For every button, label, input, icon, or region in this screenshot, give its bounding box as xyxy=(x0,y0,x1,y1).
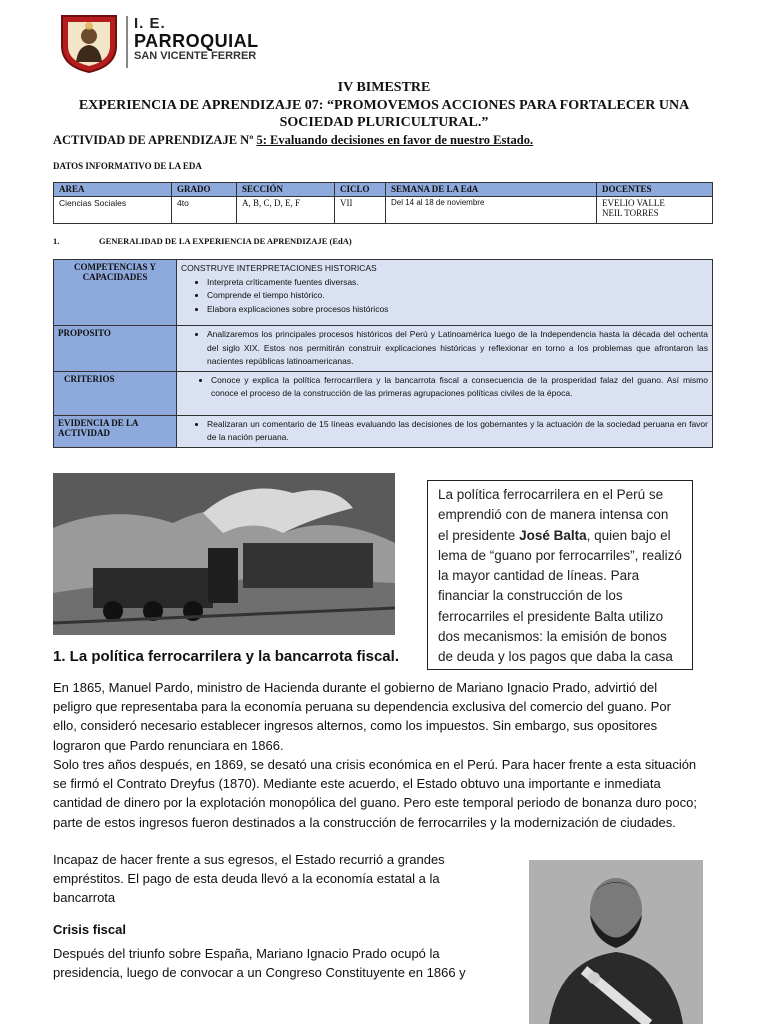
cell-grado: 4to xyxy=(172,197,237,224)
header-semana: SEMANA DE LA EdA xyxy=(386,183,597,197)
criterios-label: CRITERIOS xyxy=(54,371,177,415)
logo-line-2: PARROQUIAL xyxy=(134,31,259,51)
section-1-number: 1. xyxy=(53,236,60,246)
capacidad-item: • Elabora explicaciones sobre procesos históricos xyxy=(207,303,708,317)
competencias-label: COMPETENCIAS Y CAPACIDADES xyxy=(54,260,177,326)
balta-text-part-2: , quien bajo el lema de “guano por ferrocarriles”, realizó la mayor cantidad de líneas. Para financiar la construcción de los ferrocarriles el presidente Balta utilizo dos mecanismos: la emisión de bonos de deuda y los pagos que daba la casa xyxy=(438,527,682,665)
logo-line-3: SAN VICENTE FERRER xyxy=(134,50,257,62)
competencias-row xyxy=(54,260,713,326)
competencias-value xyxy=(177,260,713,326)
crisis-heading: Crisis fiscal xyxy=(53,922,126,937)
cell-seccion: A, B, C, D, E, F xyxy=(237,197,335,224)
proposito-label: PROPOSITO xyxy=(54,326,177,372)
experiencia-title-line-1: EXPERIENCIA DE APRENDIZAJE 07: “PROMOVEMOS ACCIONES PARA FORTALECER UNA xyxy=(78,98,690,113)
proposito-text: • Analizaremos los principales procesos históricos del Perú y Latinoamérica luego de la Independencia hasta la década del ochenta del siglo XIX. Estos nos permitirán construir explicaciones históricas y reflexionar en torno a los problemas que afrontaron las nacientes repúblicas latinoamericanas. xyxy=(207,328,708,369)
cell-semana: Del 14 al 18 de noviembre xyxy=(386,197,597,224)
competencia-title: CONSTRUYE INTERPRETACIONES HISTORICAS xyxy=(181,263,377,273)
capacidades-list xyxy=(181,276,708,317)
eda-table xyxy=(53,259,713,448)
criterios-text: • Conoce y explica la política ferrocarrilera y la bancarrota fiscal a consecuencia de la prosperidad falaz del guano. Así mismo conoce el proceso de la construcción de las primeras agrupaciones políticas civiles de la época. xyxy=(211,374,708,401)
paragraph-3: Incapaz de hacer frente a sus egresos, el Estado recurrió a grandes empréstitos. El pago de esta deuda llevó a la economía estatal a la bancarrota xyxy=(53,852,445,906)
capacidad-item: • Interpreta críticamente fuentes diversas. xyxy=(207,276,708,290)
activity-name: 5: Evaluando decisiones en favor de nuestro Estado. xyxy=(256,133,534,147)
cell-ciclo: VII xyxy=(335,197,386,224)
header-seccion: SECCIÓN xyxy=(237,183,335,197)
info-table xyxy=(53,182,713,224)
balta-name: José Balta xyxy=(519,527,587,543)
proposito-row xyxy=(54,326,713,372)
evidencia-row xyxy=(54,415,713,447)
info-table-row xyxy=(54,197,713,224)
paragraph-2: Solo tres años después, en 1869, se desató una crisis económica en el Perú. Para hacer frente a esta situación se firmó el Contrato Dreyfus (1870). Mediante este acuerdo, el Estado obtuvo una importante e inmediata cantidad de dinero por la explotación monopólica del guano. Pero este temporal periodo de bonanza duro poco; parte de estos ingresos fueron destinados a la construcción de ferrocarriles y la modernización de ciudades. xyxy=(53,757,697,830)
evidencia-value xyxy=(177,415,713,447)
balta-text-box xyxy=(427,480,693,670)
criterios-value xyxy=(177,371,713,415)
evidencia-text: • Realizaran un comentario de 15 líneas evaluando las decisiones de los gobernantes y la actuación de la sociedad peruana en favor de la nación peruana. xyxy=(207,418,708,445)
header-docentes: DOCENTES xyxy=(597,183,713,197)
proposito-value xyxy=(177,326,713,372)
logo-line-1: I. E. xyxy=(134,15,166,32)
paragraph-4: Después del triunfo sobre España, Mariano Ignacio Prado ocupó la presidencia, luego de convocar a un Congreso Constituyente en 1866 y xyxy=(53,946,466,981)
docente-1: EVELIO VALLE xyxy=(602,198,665,208)
cell-docentes xyxy=(597,197,713,224)
school-crest-logo xyxy=(58,12,120,74)
docente-2: NEIL TORRES xyxy=(602,208,659,218)
header-grado: GRADO xyxy=(172,183,237,197)
balta-text-part-1: La política ferrocarrilera en el Perú se emprendió con de manera intensa con el presidente xyxy=(438,487,669,543)
bimestre-title: IV BIMESTRE xyxy=(337,80,431,95)
activity-title xyxy=(53,133,533,148)
datos-label: DATOS INFORMATIVO DE LA EDA xyxy=(53,161,202,171)
section-1-title xyxy=(53,236,352,246)
header-ciclo: CICLO xyxy=(335,183,386,197)
cell-area: Ciencias Sociales xyxy=(54,197,172,224)
activity-prefix: ACTIVIDAD DE APRENDIZAJE Nº xyxy=(53,133,257,147)
section-1-text: GENERALIDAD DE LA EXPERIENCIA DE APRENDIZAJE (EdA) xyxy=(99,236,352,246)
school-name-block xyxy=(126,16,294,68)
capacidad-item: • Comprende el tiempo histórico. xyxy=(207,289,708,303)
train-photo xyxy=(53,473,395,635)
section-heading: 1. La política ferrocarrilera y la bancarrota fiscal. xyxy=(53,648,399,665)
experiencia-title-line-2: SOCIEDAD PLURICULTURAL.” xyxy=(279,115,489,130)
info-table-header-row xyxy=(54,183,713,197)
portrait-photo xyxy=(529,860,703,1024)
criterios-row xyxy=(54,371,713,415)
evidencia-label: EVIDENCIA DE LA ACTIVIDAD xyxy=(54,415,177,447)
header-area: AREA xyxy=(54,183,172,197)
paragraph-1: En 1865, Manuel Pardo, ministro de Hacienda durante el gobierno de Mariano Ignacio Prado, advirtió del peligro que representaba para la economía peruana su dependencia exclusiva del comercio del guano. Por ello, consideró necesario establecer ingresos alternos, como los impuestos. Sin embargo, sus opositores lograron que Pardo renunciara en 1866. xyxy=(53,680,671,753)
